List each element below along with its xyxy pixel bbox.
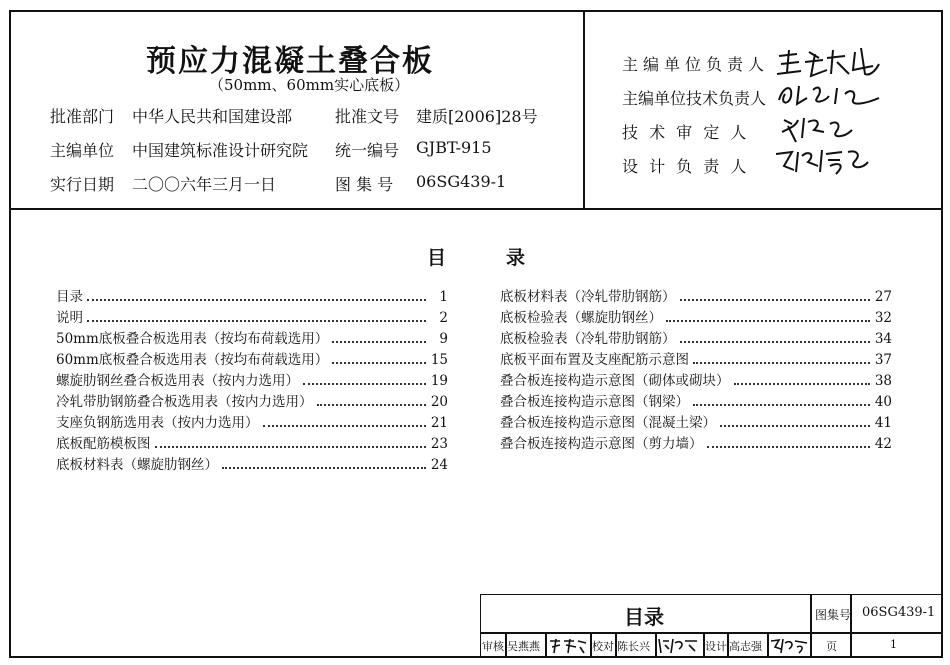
toc-leader-dots xyxy=(680,341,871,343)
header-vertical-divider xyxy=(583,10,585,210)
toc-entry-page: 34 xyxy=(874,331,892,347)
toc-entry-page: 15 xyxy=(430,352,448,368)
responsible-role: 设 计 负 责 人 xyxy=(622,157,750,176)
toc-entry-page: 1 xyxy=(439,289,448,305)
checker-name: 陈长兴 xyxy=(617,640,650,653)
toc-entry-page: 27 xyxy=(874,289,892,305)
toc-entry[interactable] xyxy=(56,327,448,347)
signature-4 xyxy=(772,144,872,178)
toc-entry-label: 目录 xyxy=(56,289,83,305)
check-label: 校对 xyxy=(592,640,614,653)
toc-entry-label: 底板材料表（冷轧带肋钢筋） xyxy=(500,289,676,305)
toc-entry-page: 9 xyxy=(439,331,448,347)
toc-entry[interactable] xyxy=(56,369,448,389)
toc-leader-dots xyxy=(155,446,427,448)
atlas-no-label: 图集号 xyxy=(815,608,852,622)
editor-unit-value: 中国建筑标准设计研究院 xyxy=(132,141,309,160)
toc-entry[interactable] xyxy=(500,369,892,389)
toc-entry[interactable] xyxy=(56,432,448,452)
document-subtitle: （50mm、60mm实心底板） xyxy=(209,76,410,94)
unified-no-value: GJBT-915 xyxy=(416,138,492,157)
signature-2 xyxy=(775,80,885,110)
review-label: 审核 xyxy=(482,640,504,653)
title-block-divider xyxy=(480,632,943,634)
toc-entry-label: 底板配筋模板图 xyxy=(56,436,151,452)
toc-leader-dots xyxy=(720,425,870,427)
responsible-role: 技 术 审 定 人 xyxy=(622,123,750,142)
toc-entry-page: 2 xyxy=(439,310,448,326)
atlas-no-label: 图 集 号 xyxy=(335,175,394,194)
approval-dept-label: 批准部门 xyxy=(50,107,115,126)
header-divider xyxy=(9,208,943,210)
signature-1 xyxy=(775,44,885,80)
toc-entry[interactable] xyxy=(56,390,448,410)
toc-leader-dots xyxy=(263,425,427,427)
toc-entry-label: 60mm底板叠合板选用表（按均布荷载选用） xyxy=(56,352,329,368)
toc-entry-page: 21 xyxy=(430,415,448,431)
toc-leader-dots xyxy=(222,467,426,469)
effective-date-label: 实行日期 xyxy=(50,175,115,194)
responsible-role: 主编单位负责人 xyxy=(622,55,770,74)
sheet-title: 目录 xyxy=(624,605,664,629)
title-block-divider xyxy=(810,594,812,658)
reviewer-signature xyxy=(548,635,588,655)
atlas-no-value: 06SG439-1 xyxy=(862,605,936,620)
editor-unit-label: 主编单位 xyxy=(50,141,115,160)
approval-doc-label: 批准文号 xyxy=(335,107,400,126)
toc-entry-page: 37 xyxy=(874,352,892,368)
signature-3 xyxy=(778,112,858,146)
toc-entry-label: 螺旋肋钢丝叠合板选用表（按内力选用） xyxy=(56,373,299,389)
toc-entry[interactable] xyxy=(500,411,892,431)
toc-entry-page: 20 xyxy=(430,394,448,410)
toc-entry-page: 41 xyxy=(874,415,892,431)
toc-entry-page: 32 xyxy=(874,310,892,326)
approval-dept-value: 中华人民共和国建设部 xyxy=(132,107,293,126)
toc-heading-right: 录 xyxy=(506,247,526,269)
toc-leader-dots xyxy=(734,383,871,385)
page-label: 页 xyxy=(826,640,837,653)
toc-leader-dots xyxy=(693,362,870,364)
toc-entry-page: 19 xyxy=(430,373,448,389)
toc-entry[interactable] xyxy=(500,306,892,326)
toc-leader-dots xyxy=(332,362,426,364)
toc-entry-label: 叠合板连接构造示意图（剪力墙） xyxy=(500,436,703,452)
toc-entry-label: 叠合板连接构造示意图（砌体或砌块） xyxy=(500,373,730,389)
toc-leader-dots xyxy=(332,341,426,343)
page-number: 1 xyxy=(890,638,897,651)
toc-entry-label: 50mm底板叠合板选用表（按均布荷载选用） xyxy=(56,331,329,347)
toc-entry-page: 23 xyxy=(430,436,448,452)
toc-entry[interactable] xyxy=(500,432,892,452)
toc-entry[interactable] xyxy=(56,411,448,431)
toc-entry[interactable] xyxy=(500,348,892,368)
checker-signature xyxy=(657,635,701,655)
design-label: 设计 xyxy=(705,640,727,653)
effective-date-value: 二〇〇六年三月一日 xyxy=(132,175,277,194)
toc-leader-dots xyxy=(317,404,427,406)
toc-entry-label: 叠合板连接构造示意图（钢梁） xyxy=(500,394,689,410)
toc-leader-dots xyxy=(693,404,870,406)
toc-leader-dots xyxy=(666,320,870,322)
toc-entry-page: 24 xyxy=(430,457,448,473)
toc-leader-dots xyxy=(87,299,426,301)
approval-doc-value: 建质[2006]28号 xyxy=(416,107,538,126)
toc-heading-left: 目 xyxy=(427,247,447,269)
toc-entry-label: 底板检验表（螺旋肋钢丝） xyxy=(500,310,662,326)
toc-entry-label: 底板材料表（螺旋肋钢丝） xyxy=(56,457,218,473)
toc-entry-label: 底板检验表（冷轧带肋钢筋） xyxy=(500,331,676,347)
toc-entry[interactable] xyxy=(56,306,448,326)
designer-signature xyxy=(769,635,809,655)
toc-entry-label: 底板平面布置及支座配筋示意图 xyxy=(500,352,689,368)
unified-no-label: 统一编号 xyxy=(335,141,400,160)
toc-leader-dots xyxy=(680,299,871,301)
toc-entry-page: 38 xyxy=(874,373,892,389)
title-block-divider xyxy=(850,594,852,658)
toc-entry[interactable] xyxy=(500,327,892,347)
responsible-role: 主编单位技术负责人 xyxy=(622,89,767,108)
toc-entry[interactable] xyxy=(56,348,448,368)
atlas-no-value: 06SG439-1 xyxy=(416,172,507,191)
toc-leader-dots xyxy=(707,446,871,448)
toc-leader-dots xyxy=(87,320,426,322)
toc-entry-label: 说明 xyxy=(56,310,83,326)
toc-entry-page: 40 xyxy=(874,394,892,410)
toc-leader-dots xyxy=(303,383,426,385)
cell-divider xyxy=(545,632,547,658)
toc-entry[interactable] xyxy=(500,390,892,410)
designer-name: 高志强 xyxy=(729,640,762,653)
toc-entry-label: 叠合板连接构造示意图（混凝土梁） xyxy=(500,415,716,431)
toc-entry-label: 支座负钢筋选用表（按内力选用） xyxy=(56,415,259,431)
toc-entry-label: 冷轧带肋钢筋叠合板选用表（按内力选用） xyxy=(56,394,313,410)
toc-entry[interactable] xyxy=(56,453,448,473)
toc-entry[interactable] xyxy=(500,285,892,305)
document-title: 预应力混凝土叠合板 xyxy=(146,44,434,79)
toc-entry[interactable] xyxy=(56,285,448,305)
reviewer-name: 吴燕燕 xyxy=(507,640,540,653)
toc-entry-page: 42 xyxy=(874,436,892,452)
